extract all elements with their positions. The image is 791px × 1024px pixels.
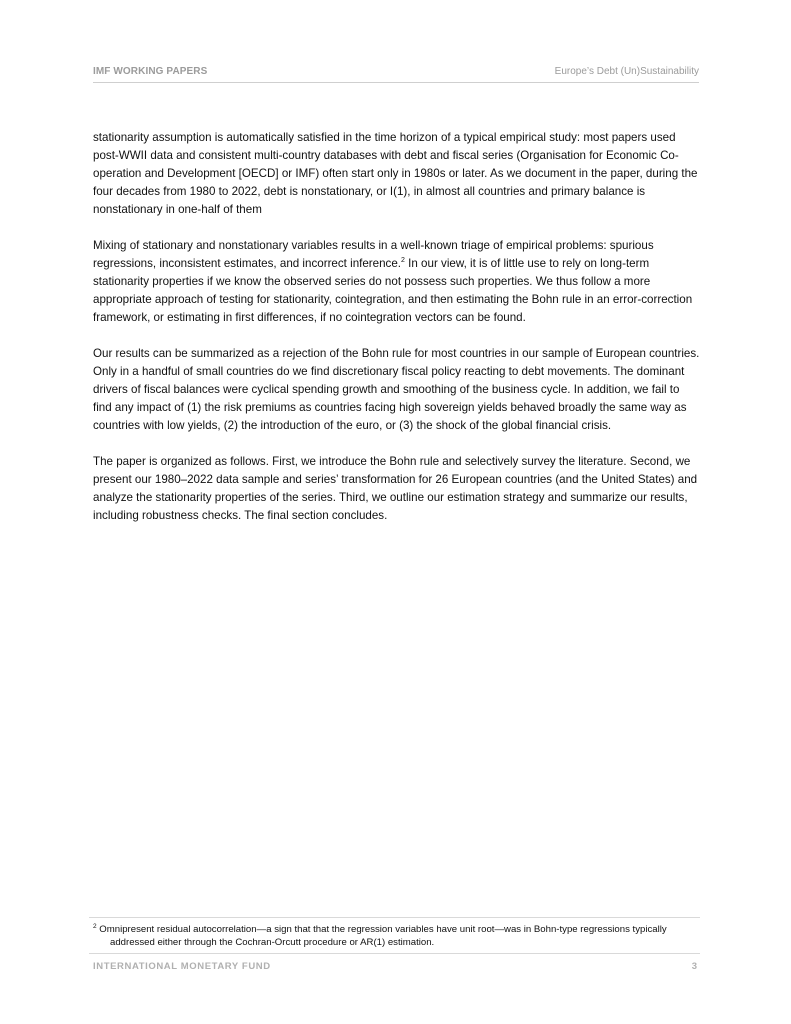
running-header	[93, 66, 699, 83]
footer-publisher: INTERNATIONAL MONETARY FUND	[93, 961, 271, 972]
paper-title: Europe’s Debt (Un)Sustainability	[554, 66, 699, 77]
series-title: IMF WORKING PAPERS	[93, 66, 208, 77]
paragraph-2	[93, 237, 701, 327]
footnote-mark: 2	[93, 922, 97, 930]
main-body-text	[93, 129, 701, 543]
footnote-text: Omnipresent residual autocorrelation—a sign that that the regression variables have unit root—was in Bohn-type regressions typically addressed either through the Cochran-Orcutt procedure or AR(1) estimation.	[96, 924, 667, 948]
footnote-divider	[89, 917, 700, 918]
paragraph-1	[93, 129, 701, 219]
paragraph-4-text: The paper is organized as follows. First, we introduce the Bohn rule and selectively survey the literature. Second, we present our 1980–2022 data sample and series’ transformation for 26 European countries (and the United States) and analyze the stationarity properties of the series. Third, we outline our estimation strategy and summarize our results, including robustness checks. The final section concludes.	[93, 455, 698, 522]
paragraph-2-text-after: In our view, it is of little use to rely on long-term stationarity properties if we know the observed series do not possess such properties. We thus follow a more appropriate approach of testing for stationarity, cointegration, and then estimating the Bohn rule in an error-correction framework, or estimating in first differences, if no cointegration vectors can be found.	[93, 257, 693, 324]
paragraph-3-text: Our results can be summarized as a rejection of the Bohn rule for most countries in our sample of European countries. Only in a handful of small countries do we find discretionary fiscal policy reacting to debt movements. The dominant drivers of fiscal balances were cyclical spending growth and smoothing of the business cycle. In addition, we fail to find any impact of (1) the risk premiums as countries facing high sovereign yields behaved broadly the same way as countries with low yields, (2) the introduction of the euro, or (3) the shock of the global financial crisis.	[93, 347, 700, 432]
paragraph-3	[93, 345, 701, 435]
footer-divider	[89, 953, 700, 954]
page-number: 3	[691, 961, 697, 972]
paragraph-4	[93, 453, 701, 525]
paragraph-1-text: stationarity assumption is automatically satisfied in the time horizon of a typical empirical study: most papers used post-WWII data and consistent multi-country databases with debt and fiscal series (Organisation for Economic Co-operation and Development [OECD] or IMF) often start only in 1980s or later. As we document in the paper, during the four decades from 1980 to 2022, debt is nonstationary, or I(1), in almost all countries and primary balance is nonstationary in one-half of them	[93, 131, 698, 216]
paragraph-2-text-before: Mixing of stationary and nonstationary variables results in a well-known triage of empirical problems: spurious regressions, inconsistent estimates, and incorrect inference.	[93, 239, 654, 270]
footnote-reference-2[interactable]: 2	[401, 257, 405, 265]
footnote-2	[93, 923, 710, 949]
